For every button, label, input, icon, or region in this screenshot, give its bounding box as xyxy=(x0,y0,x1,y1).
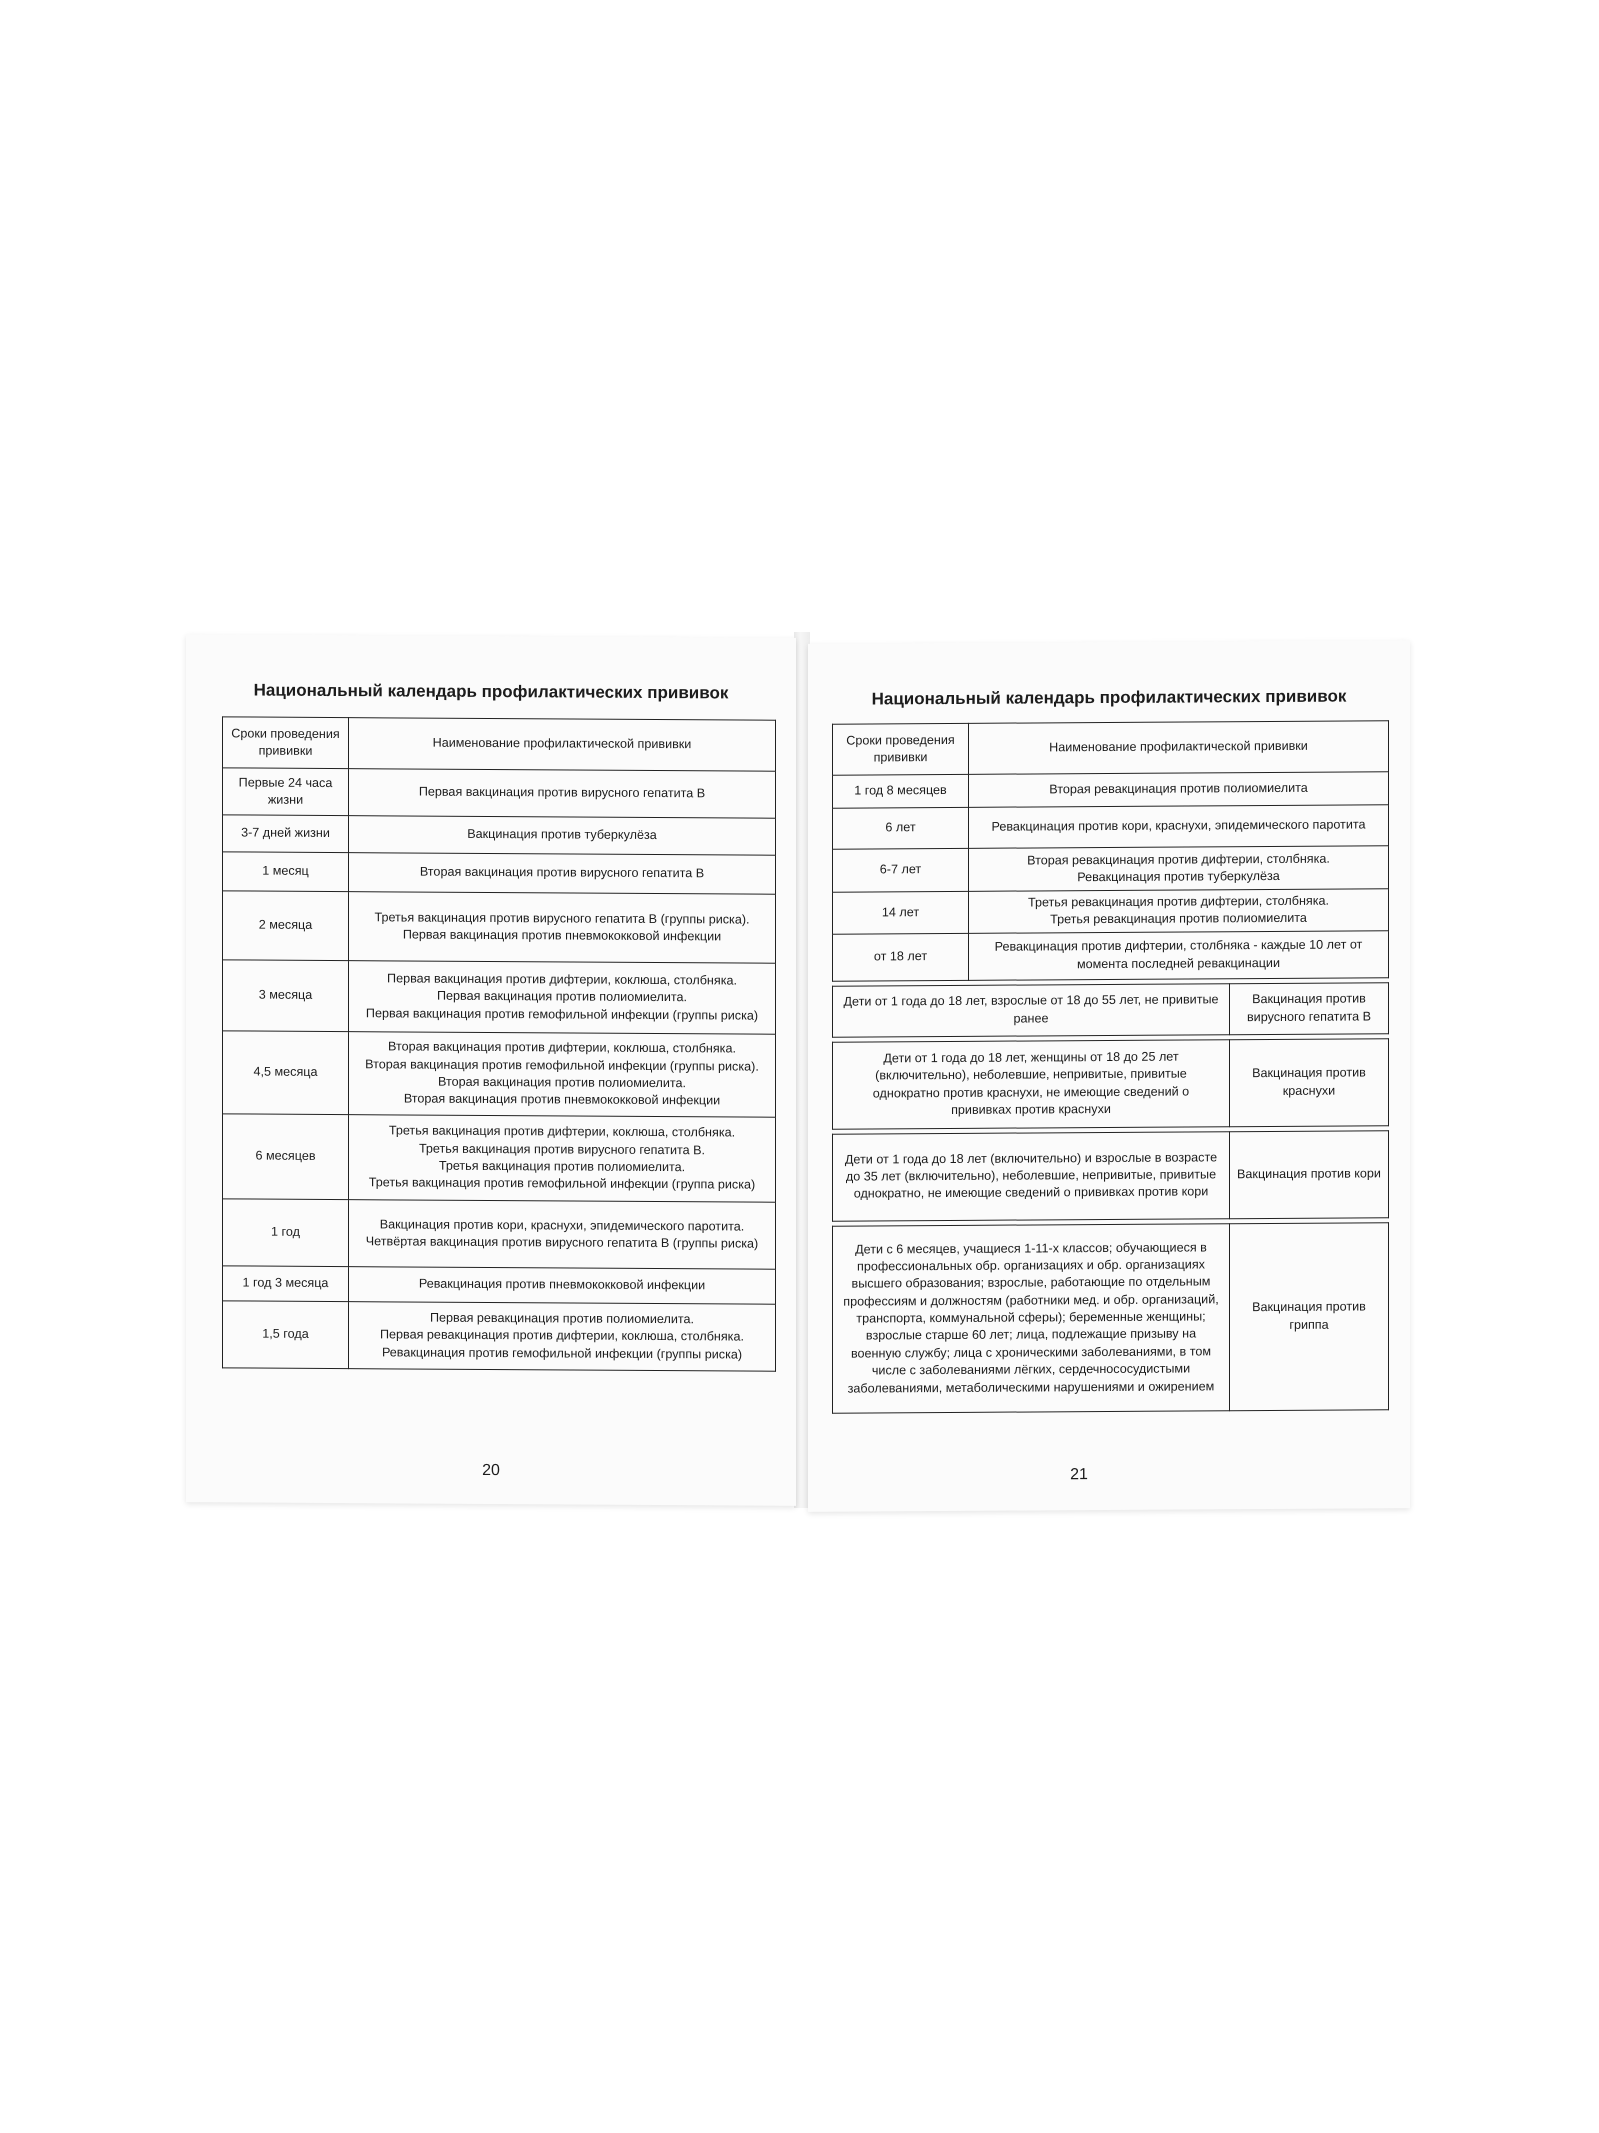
term-cell: 3 месяца xyxy=(223,960,349,1032)
table-row xyxy=(223,852,776,894)
vaccine-line: Первая вакцинация против дифтерии, коклюша, столбняка. xyxy=(387,971,737,988)
page-number: 20 xyxy=(482,1461,500,1480)
term-cell: 1,5 года xyxy=(223,1301,349,1369)
table-row xyxy=(833,931,1389,981)
table-row xyxy=(223,960,776,1034)
table-row xyxy=(833,805,1389,849)
table-row xyxy=(223,891,776,963)
vaccine-line: Ревакцинация против туберкулёза xyxy=(1077,868,1280,885)
vaccine-cell xyxy=(349,1032,776,1118)
vaccine-line: Ревакцинация против дифтерии, столбняка - каждые 10 лет от момента последней ревакцинации xyxy=(994,937,1363,971)
vaccine-line: Третья вакцинация против дифтерии, коклюша, столбняка. xyxy=(388,1123,736,1140)
header-term: Сроки проведения прививки xyxy=(223,717,349,769)
term-cell: 14 лет xyxy=(833,891,969,934)
term-cell: 1 год 3 месяца xyxy=(223,1266,349,1302)
table-row xyxy=(833,772,1389,808)
vaccine-line: Четвёртая вакцинация против вирусного гепатита В (группы риска) xyxy=(365,1234,759,1251)
table-header-row xyxy=(833,721,1389,775)
header-vaccine: Наименование профилактической прививки xyxy=(969,721,1389,775)
group-row xyxy=(833,983,1389,1037)
page-right xyxy=(808,640,1410,1512)
table-row xyxy=(833,889,1389,934)
vaccine-line: Вакцинация против кори, краснухи, эпидемического паротита. xyxy=(379,1216,745,1234)
term-cell: 6-7 лет xyxy=(833,848,969,892)
vaccine-cell xyxy=(969,805,1389,849)
page-title: Национальный календарь профилактических прививок xyxy=(253,680,729,703)
open-booklet xyxy=(186,632,1410,1504)
group-vaccine-cell: Вакцинация против вирусного гепатита В xyxy=(1230,983,1389,1035)
vaccine-line: Первая вакцинация против вирусного гепатита В xyxy=(418,784,706,801)
table-row xyxy=(833,846,1389,892)
vaccine-line: Первая ревакцинация против полиомиелита. xyxy=(429,1310,695,1327)
group-cell: Дети от 1 года до 18 лет, взрослые от 18 до 55 лет, не привитые ранее xyxy=(833,984,1230,1037)
vaccine-line: Ревакцинация против гемофильной инфекции (группы риска) xyxy=(381,1345,743,1362)
term-cell: 1 год xyxy=(223,1199,349,1267)
term-cell: 1 месяц xyxy=(223,852,349,892)
vaccine-line: Третья вакцинация против гемофильной инфекции (группа риска) xyxy=(368,1175,756,1192)
header-term: Сроки проведения прививки xyxy=(833,723,969,775)
group-row xyxy=(833,1131,1389,1221)
vaccine-line: Ревакцинация против кори, краснухи, эпидемического паротита xyxy=(991,817,1366,835)
group-vaccine-cell: Вакцинация против гриппа xyxy=(1230,1223,1389,1411)
vaccine-line: Первая вакцинация против гемофильной инфекции (группы риска) xyxy=(365,1005,759,1023)
vaccination-table-left xyxy=(222,716,776,1371)
vaccine-line: Вторая вакцинация против пневмококковой инфекции xyxy=(403,1091,721,1108)
term-cell: Первые 24 часа жизни xyxy=(223,768,349,816)
vaccine-cell xyxy=(349,892,776,964)
vaccine-line: Третья вакцинация против вирусного гепатита В (группы риска). xyxy=(374,909,750,927)
term-cell: от 18 лет xyxy=(833,933,969,981)
table-row xyxy=(223,815,776,855)
vaccine-line: Вторая ревакцинация против дифтерии, столбняка. xyxy=(1027,851,1330,868)
group-row xyxy=(833,1223,1389,1413)
group-row xyxy=(833,1039,1389,1129)
table-row xyxy=(223,1114,776,1202)
table-row xyxy=(223,768,776,818)
group-vaccine-cell: Вакцинация против кори xyxy=(1230,1131,1389,1219)
vaccine-cell xyxy=(969,772,1389,808)
term-cell: 1 год 8 месяцев xyxy=(833,774,969,808)
vaccine-line: Третья ревакцинация против дифтерии, столбняка. xyxy=(1027,893,1330,910)
vaccine-line: Вторая вакцинация против гемофильной инфекции (группы риска). xyxy=(365,1056,759,1074)
table-row xyxy=(223,1301,776,1371)
vaccine-line: Третья вакцинация против полиомиелита. xyxy=(438,1158,686,1175)
vaccine-cell xyxy=(349,1302,776,1372)
vaccine-cell xyxy=(349,853,776,895)
group-vaccine-cell: Вакцинация против краснухи xyxy=(1230,1039,1389,1127)
term-cell: 6 месяцев xyxy=(223,1114,349,1200)
vaccine-line: Третья вакцинация против вирусного гепатита В. xyxy=(418,1141,706,1157)
table-row xyxy=(223,1199,776,1269)
vaccination-table-right xyxy=(832,720,1389,1413)
term-cell: 2 месяца xyxy=(223,891,349,961)
group-cell: Дети от 1 года до 18 лет, женщины от 18 до 25 лет (включительно), неболевшие, непривитые, привитые однократно против краснухи, не имеющие сведений о прививках против краснухи xyxy=(833,1040,1230,1129)
vaccine-cell xyxy=(349,1115,776,1203)
page-number: 21 xyxy=(1070,1466,1088,1484)
vaccine-cell xyxy=(349,1200,776,1270)
vaccine-line: Вторая вакцинация против полиомиелита. xyxy=(437,1074,687,1091)
vaccine-cell xyxy=(969,889,1389,933)
vaccine-line: Вторая ревакцинация против полиомиелита xyxy=(1049,781,1308,797)
table-row xyxy=(223,1266,776,1304)
group-cell: Дети от 1 года до 18 лет (включительно) и взрослые в возрасте до 35 лет (включительно), неболевшие, непривитые, привитые однократно, не имеющие сведений о прививках против кори xyxy=(833,1132,1230,1221)
page-title: Национальный календарь профилактических прививок xyxy=(871,686,1347,709)
term-cell: 4,5 месяца xyxy=(223,1031,349,1115)
term-cell: 3-7 дней жизни xyxy=(223,815,349,853)
header-vaccine: Наименование профилактической прививки xyxy=(349,718,776,772)
vaccine-line: Вторая вакцинация против дифтерии, коклюша, столбняка. xyxy=(388,1039,736,1056)
vaccine-cell xyxy=(349,816,776,856)
vaccine-line: Первая вакцинация против полиомиелита. xyxy=(436,988,688,1005)
vaccine-line: Первая вакцинация против пневмококковой инфекции xyxy=(402,927,722,944)
term-cell: 6 лет xyxy=(833,807,969,849)
vaccine-line: Третья ревакцинация против полиомиелита xyxy=(1050,911,1307,927)
vaccine-cell xyxy=(349,961,776,1035)
page-left xyxy=(186,634,796,1506)
table-header-row xyxy=(223,717,776,771)
vaccine-cell xyxy=(349,769,776,819)
vaccine-cell xyxy=(349,1267,776,1305)
vaccine-line: Ревакцинация против пневмококковой инфекции xyxy=(418,1276,706,1293)
vaccine-cell xyxy=(969,931,1389,981)
group-cell: Дети с 6 месяцев, учащиеся 1-11-х классов; обучающиеся в профессиональных обр. организациях и обр. организациях высшего образования; взрослые, работающие по отдельным профессиям и должностям (работники мед. и обр. организаций, транспорта, коммунальной сферы); беременные женщины; взрослые старше 60 лет; лица, подлежащие призыву на военную службу; лица с хроническими заболеваниями, в том числе с заболеваниями лёгких, сердечнососудистыми заболеваниями, метаболическими нарушениями и ожирением xyxy=(833,1224,1230,1413)
vaccine-line: Вторая вакцинация против вирусного гепатита В xyxy=(419,864,705,881)
vaccine-line: Первая ревакцинация против дифтерии, коклюша, столбняка. xyxy=(380,1327,744,1344)
vaccine-line: Вакцинация против туберкулёза xyxy=(467,827,657,843)
table-row xyxy=(223,1031,776,1117)
vaccine-cell xyxy=(969,846,1389,892)
